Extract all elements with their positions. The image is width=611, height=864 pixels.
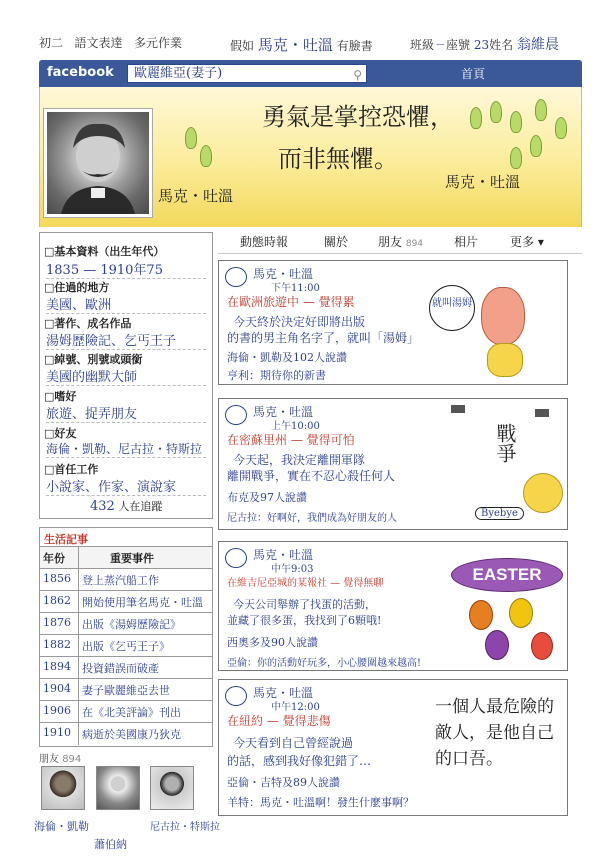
easter-egg-icon — [509, 598, 533, 628]
post-line2: 並藏了很多蛋，我找到了6顆哦! — [227, 614, 382, 627]
cover-quote-line2: 而非無懼。 — [278, 145, 398, 173]
tab-friends[interactable] — [378, 233, 423, 250]
search-input[interactable] — [127, 64, 367, 83]
header-course-info — [39, 34, 182, 51]
tree-doodle — [185, 127, 197, 149]
cartoon-face-icon — [523, 473, 563, 513]
lived-label: □住過的地方 — [44, 281, 110, 294]
table-row — [40, 590, 212, 612]
friend-photo-helen[interactable] — [41, 766, 85, 810]
life-events-table — [39, 527, 213, 747]
facebook-logo: facebook — [47, 65, 114, 80]
post-author[interactable]: 馬克・吐溫 — [253, 405, 314, 419]
table-row — [40, 634, 212, 656]
row-year: 1910 — [43, 726, 71, 739]
title-prefix: 假如 — [230, 39, 255, 53]
post-comment: 亞倫：你的活動好玩多，小心腰圍越來越高! — [227, 658, 422, 669]
post-time: 中午9:03 — [271, 564, 314, 575]
post-feeling: 在維吉尼亞城的某報社 — 覺得無聊 — [227, 578, 384, 589]
row-event: 在《北美評論》刊出 — [82, 706, 181, 719]
post-comment: 亨利：期待你的新書 — [227, 369, 326, 382]
col-event-header: 重要事件 — [110, 552, 154, 565]
friends-label: □好友 — [44, 427, 77, 440]
byebye-bubble: Byebye — [475, 507, 524, 520]
speech-bubble: 就叫湯姆 — [429, 285, 475, 331]
timeline-post — [218, 679, 568, 816]
row-year: 1862 — [43, 594, 71, 607]
table-row — [40, 656, 212, 678]
friends-value: 海倫・凱勒、尼古拉・特斯拉 — [46, 440, 206, 458]
post-avatar-icon — [225, 686, 247, 706]
basic-info-value: 1835 — 1910年75 — [46, 259, 206, 279]
tree-doodle — [200, 145, 212, 167]
friends-strip-count: 894 — [62, 754, 82, 765]
followers-label: 人在追蹤 — [118, 500, 163, 513]
row-year: 1904 — [43, 682, 71, 695]
row-event: 投資錯誤而破產 — [82, 662, 159, 675]
tab-photos[interactable]: 相片 — [454, 235, 479, 249]
tree-doodle — [510, 147, 522, 169]
post-author[interactable]: 馬克・吐溫 — [253, 267, 314, 281]
job-value: 小說家、作家、演說家 — [46, 476, 206, 496]
gun-icon — [535, 409, 549, 417]
table-row — [40, 612, 212, 634]
post-line1: 今天公司舉辦了找蛋的活動， — [233, 598, 376, 611]
gun-icon — [451, 405, 465, 413]
row-event: 病逝於美國康乃狄克 — [82, 728, 181, 741]
home-link[interactable]: 首頁 — [461, 67, 486, 81]
post-feeling: 在歐洲旅遊中 — 覺得累 — [227, 295, 355, 309]
row-year: 1876 — [43, 616, 71, 629]
row-event: 出版《湯姆歷險記》 — [82, 618, 181, 631]
portrait-icon — [47, 112, 149, 214]
class-value: ㄧ — [434, 38, 447, 52]
post-feeling: 在紐約 — 覺得悲傷 — [227, 714, 331, 728]
post-likes[interactable]: 海倫・凱勒及102人說讚 — [227, 351, 347, 364]
tree-doodle — [510, 111, 522, 133]
row-event: 登上蒸汽船工作 — [82, 574, 159, 587]
post-likes[interactable]: 亞倫・吉特及89人說讚 — [227, 776, 340, 789]
tab-more[interactable]: 更多 ▾ — [510, 235, 544, 249]
table-row — [40, 700, 212, 722]
tree-doodle — [530, 135, 542, 157]
cartoon-body-icon — [487, 343, 523, 377]
seat-value: 23 — [473, 38, 490, 52]
friends-strip-header[interactable] — [39, 750, 81, 765]
job-label: □首任工作 — [44, 463, 99, 476]
title-suffix: 有臉書 — [336, 39, 373, 53]
name-value: 翁維晨 — [517, 37, 559, 53]
easter-banner: EASTER — [451, 558, 563, 592]
profile-info-box — [39, 232, 213, 519]
easter-egg-icon — [469, 600, 493, 630]
class-label: 班級 — [410, 38, 435, 52]
works-label: □著作、成名作品 — [44, 317, 132, 330]
post-feeling: 在密蘇里州 — 覺得可怕 — [227, 433, 355, 447]
post-likes[interactable]: 西奧多及90人說讚 — [227, 636, 318, 649]
followers-number: 432 — [90, 499, 115, 514]
hobby-value: 旅遊、捉弄朋友 — [46, 403, 206, 423]
post-line2: 的書的男主角名字了，就叫「湯姆」 — [227, 331, 420, 345]
search-value: 歐麗維亞(妻子) — [134, 66, 223, 81]
tab-friends-label: 朋友 — [378, 235, 403, 249]
table-header-row — [40, 546, 212, 568]
friend-name-helen[interactable]: 海倫・凱勒 — [34, 820, 89, 833]
post-avatar-icon — [225, 267, 247, 287]
seat-label: 座號 — [446, 38, 471, 52]
row-year: 1894 — [43, 660, 71, 673]
row-year: 1906 — [43, 704, 71, 717]
course-label: 初二 — [39, 36, 64, 50]
friends-strip-label: 朋友 — [39, 754, 59, 765]
post-line2: 離開戰爭，實在不忍心殺任何人 — [227, 469, 396, 483]
post-comment: 羊特：馬克・吐溫啊！發生什麼事啊？ — [227, 796, 414, 809]
post-line1: 今天起，我決定離開軍隊 — [233, 453, 366, 467]
post-time: 中午12:00 — [271, 702, 320, 713]
tab-about[interactable]: 關於 — [324, 235, 349, 249]
post-avatar-icon — [225, 405, 247, 425]
facebook-top-bar — [39, 60, 582, 87]
followers-count — [90, 498, 162, 514]
subject-label: 語文表達 — [74, 36, 123, 50]
tree-doodle — [555, 117, 567, 139]
search-icon[interactable]: ⚲ — [353, 68, 362, 82]
row-event: 出版《乞丐王子》 — [82, 640, 170, 653]
post-time: 上午10:00 — [271, 421, 320, 432]
table-row — [40, 568, 212, 590]
name-label: 姓名 — [489, 38, 514, 52]
post-line2: 的話，感到我好像犯錯了… — [227, 754, 372, 768]
tree-doodle — [490, 101, 502, 123]
side-quote-text: 一個人最危險的敵人，是他自己的口吾。 — [435, 697, 554, 769]
post-time: 下午11:00 — [271, 283, 320, 294]
life-events-title: 生活記事 — [44, 533, 88, 546]
basic-info-label: □基本資料（出生年代） — [44, 245, 165, 258]
easter-egg-icon — [485, 630, 509, 660]
post-likes[interactable]: 布克及97人說讚 — [227, 491, 307, 504]
tab-timeline[interactable]: 動態時報 — [240, 235, 289, 249]
assignment-label: 多元作業 — [133, 36, 182, 50]
side-doodle-text: 戰爭 — [493, 423, 517, 463]
nickname-value: 美國的幽默大師 — [46, 366, 206, 386]
col-year-header: 年份 — [43, 552, 65, 565]
lived-value: 美國、歐洲 — [46, 294, 206, 314]
nickname-label: □綽號、別號或頭銜 — [44, 353, 143, 366]
row-year: 1882 — [43, 638, 71, 651]
friend-name-tesla[interactable]: 尼古拉・特斯拉 — [150, 822, 220, 833]
tree-doodle — [470, 107, 482, 129]
post-author[interactable]: 馬克・吐溫 — [253, 548, 314, 562]
timeline-post — [218, 260, 568, 385]
row-year: 1856 — [43, 572, 71, 585]
friend-name-shaw[interactable]: 蕭伯納 — [94, 838, 127, 851]
title-name: 馬克・吐溫 — [257, 36, 333, 54]
post-avatar-icon — [225, 548, 247, 568]
easter-egg-icon — [531, 632, 553, 660]
post-comment: 尼古拉：好啊好，我們成為好朋友的人 — [227, 513, 397, 524]
cover-quote-line1: 勇氣是掌控恐懼， — [262, 103, 454, 131]
friend-photo-tesla[interactable] — [150, 766, 194, 810]
post-author[interactable]: 馬克・吐溫 — [253, 686, 314, 700]
timeline-post — [218, 541, 568, 671]
cartoon-head-icon — [481, 287, 525, 345]
header-student — [410, 34, 559, 54]
friend-photo-shaw[interactable] — [96, 766, 140, 810]
header-title — [230, 34, 373, 55]
works-value: 湯姆歷險記、乞丐王子 — [46, 330, 206, 350]
table-row — [40, 722, 212, 744]
hobby-label: □嗜好 — [44, 390, 77, 403]
post-line1: 今天看到自己曾經說過 — [233, 736, 354, 750]
cover-quote-author: 馬克・吐溫 — [445, 173, 521, 191]
table-row — [40, 678, 212, 700]
row-event: 妻子歐麗維亞去世 — [82, 684, 170, 697]
timeline-post — [218, 398, 568, 530]
row-event: 開始使用筆名馬克・吐溫 — [82, 596, 203, 609]
profile-tabs — [218, 225, 582, 254]
profile-avatar[interactable] — [44, 109, 152, 217]
profile-name: 馬克・吐溫 — [158, 187, 234, 205]
tree-doodle — [535, 99, 547, 121]
tab-friends-count: 894 — [405, 239, 424, 249]
post-line1: 今天終於決定好即將出版 — [233, 315, 366, 329]
